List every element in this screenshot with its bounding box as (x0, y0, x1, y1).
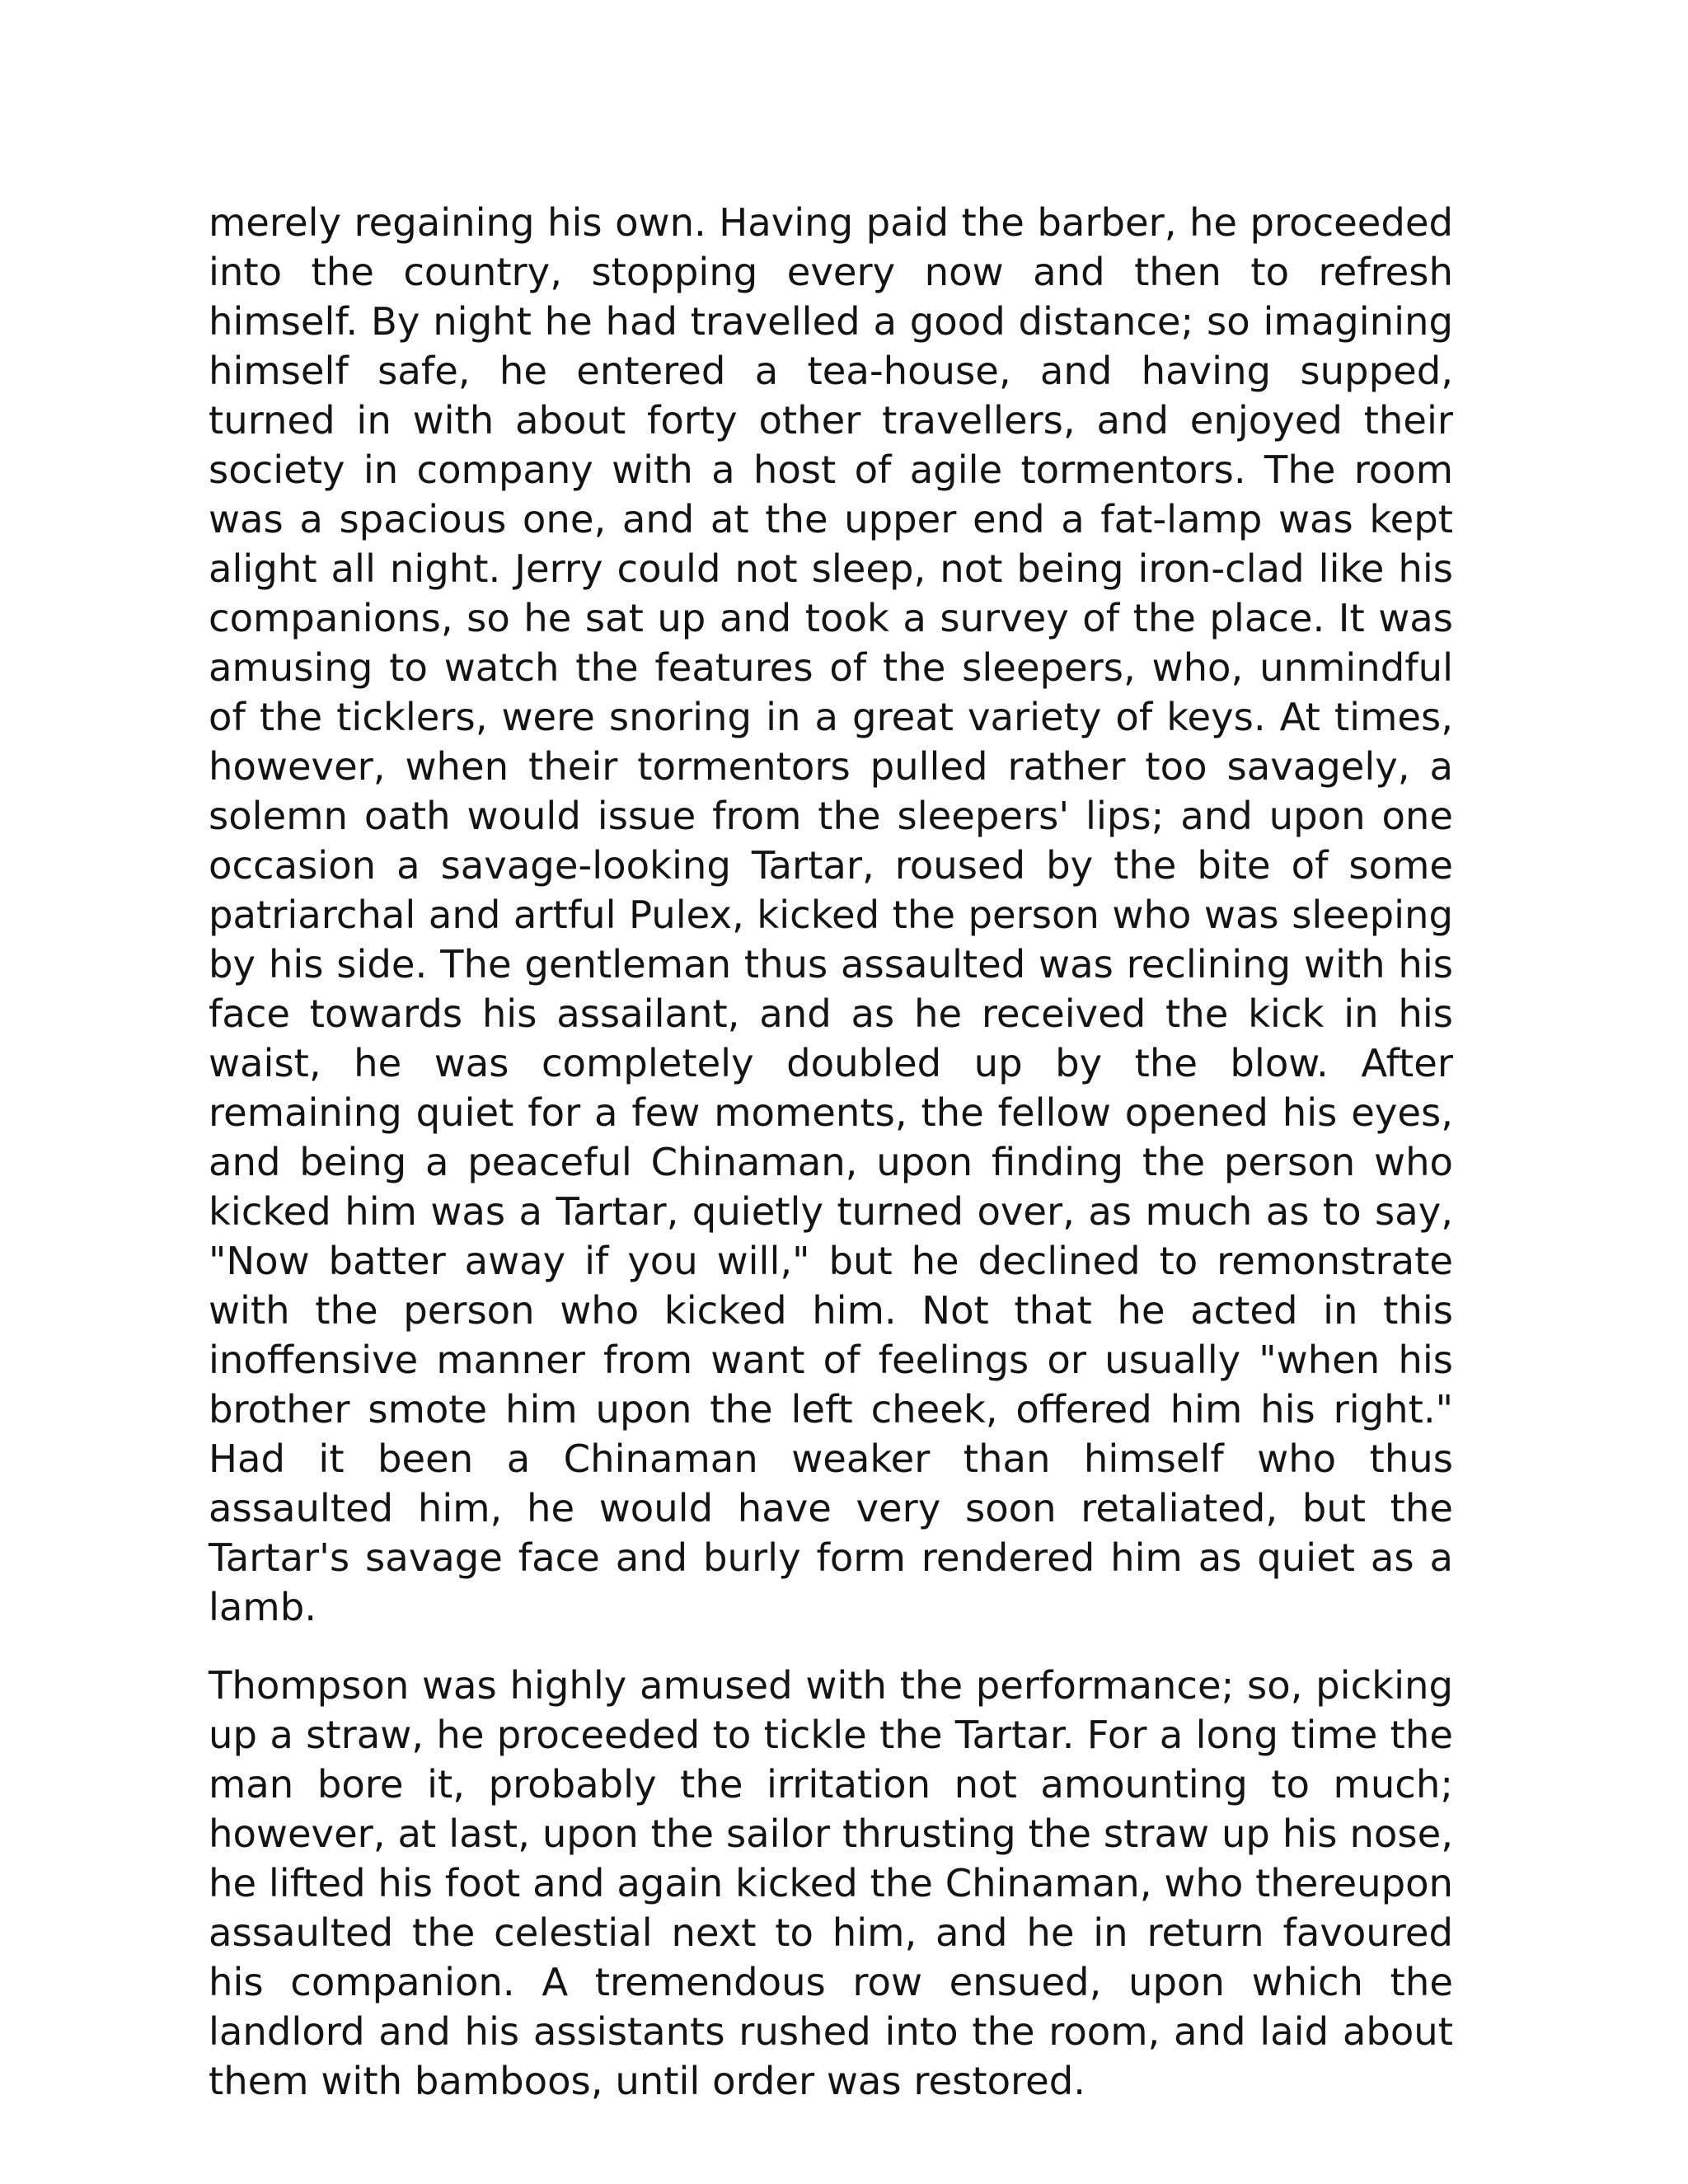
page-body (209, 198, 1453, 2106)
paragraph-1: merely regaining his own. Having paid the barber, he proceeded into the country, stopping every now and then to refresh himself. By night he had travelled a good distance; so imagining himself safe, he entered a tea-house, and having supped, turned in with about forty other travellers, and enjoyed their society in company with a host of agile tormentors. The room was a spacious one, and at the upper end a fat-lamp was kept alight all night. Jerry could not sleep, not being iron-clad like his companions, so he sat up and took a survey of the place. It was amusing to watch the features of the sleepers, who, unmindful of the ticklers, were snoring in a great variety of keys. At times, however, when their tormentors pulled rather too savagely, a solemn oath would issue from the sleepers' lips; and upon one occasion a savage-looking Tartar, roused by the bite of some patriarchal and artful Pulex, kicked the person who was sleeping by his side. The gentleman thus assaulted was reclining with his face towards his assailant, and as he received the kick in his waist, he was completely doubled up by the blow. After remaining quiet for a few moments, the fellow opened his eyes, and being a peaceful Chinaman, upon finding the person who kicked him was a Tartar, quietly turned over, as much as to say, "Now batter away if you will," but he declined to remonstrate with the person who kicked him. Not that he acted in this inoffensive manner from want of feelings or usually "when his brother smote him upon the left cheek, offered him his right." Had it been a Chinaman weaker than himself who thus assaulted him, he would have very soon retaliated, but the Tartar's savage face and burly form rendered him as quiet as a lamb. (209, 200, 1453, 1629)
paragraph-2: Thompson was highly amused with the performance; so, picking up a straw, he proceeded to tickle the Tartar. For a long time the man bore it, probably the irritation not amounting to much; however, at last, upon the sailor thrusting the straw up his nose, he lifted his foot and again kicked the Chinaman, who thereupon assaulted the celestial next to him, and he in return favoured his companion. A tremendous row ensued, upon which the landlord and his assistants rushed into the room, and laid about them with bamboos, until order was restored. (209, 1663, 1454, 2103)
